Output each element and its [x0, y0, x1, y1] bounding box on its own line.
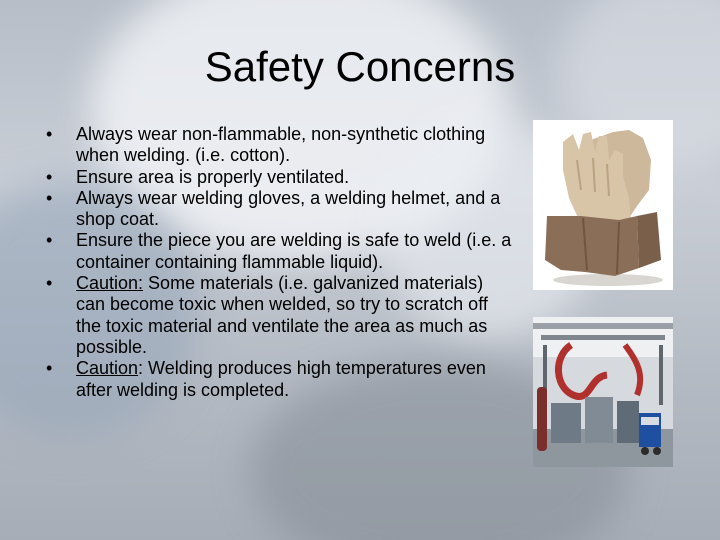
bullet-text: Always wear non-flammable, non-synthetic clothing when welding. (i.e. cotton).: [76, 124, 486, 166]
bullet-dot: •: [46, 124, 53, 144]
bullet-text: : Welding produces high temperatures even after welding is completed.: [76, 358, 486, 400]
bullet-text: Some materials (i.e. galvanized materials) can become toxic when welded, so try to scratch off the toxic material and ventilate the area as much as possible.: [76, 273, 488, 357]
welding-gloves-photo: [533, 120, 673, 290]
welding-gloves-icon: [533, 120, 673, 290]
bullet-dot: •: [46, 358, 53, 379]
slide-title: Safety Concerns: [204, 43, 516, 90]
bullet-dot: •: [46, 230, 53, 251]
bullet-dot: •: [46, 187, 53, 208]
welding-shop-icon: [533, 317, 673, 467]
bullet-dot: •: [46, 166, 53, 187]
caution-label: Caution: [76, 358, 139, 379]
bullet-item: [46, 167, 514, 188]
bullet-item: [46, 358, 514, 401]
caution-label: Caution:: [76, 273, 144, 294]
bullet-text: Ensure area is properly ventilated.: [76, 166, 350, 187]
bullet-text: Ensure the piece you are welding is safe to weld (i.e. a container containing flammable liquid).: [76, 230, 512, 272]
bullet-dot: •: [46, 273, 53, 294]
bullet-item: [46, 230, 514, 273]
bullet-item: [46, 273, 514, 358]
bullet-item: [46, 188, 514, 231]
bullet-item: [46, 124, 514, 167]
bullet-list: [46, 124, 514, 401]
bullet-text: Always wear welding gloves, a welding helmet, and a shop coat.: [76, 187, 501, 230]
welding-shop-photo: [533, 317, 673, 467]
